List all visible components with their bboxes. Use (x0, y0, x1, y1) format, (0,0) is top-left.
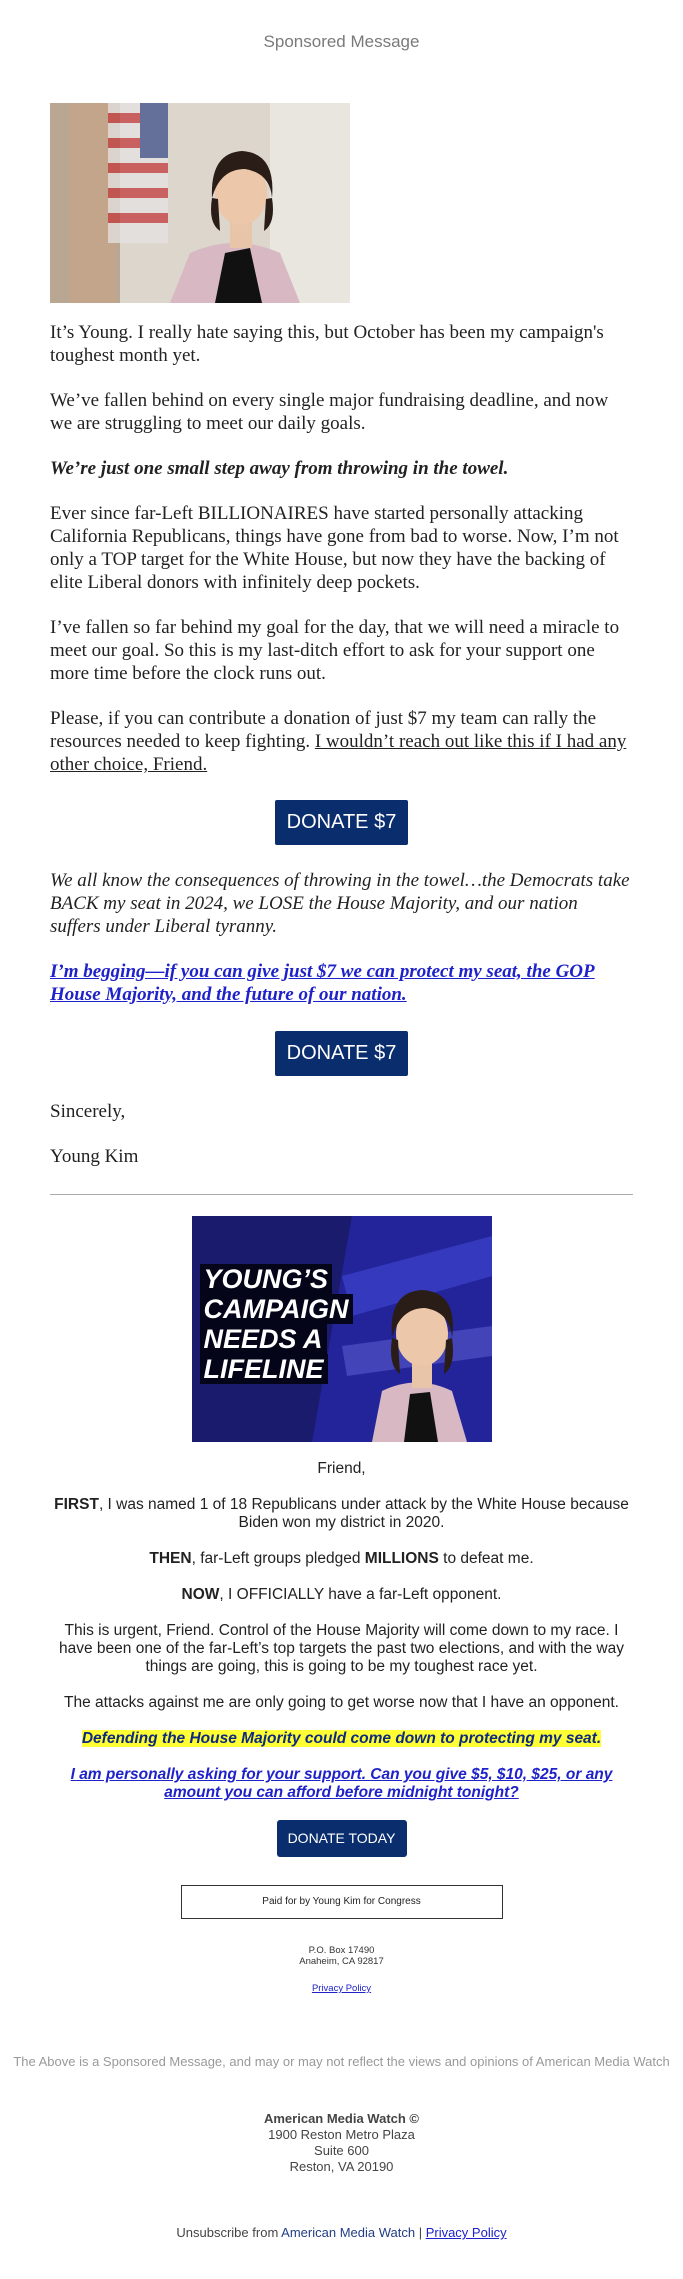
privacy-policy-link-small[interactable]: Privacy Policy (311, 1983, 372, 1994)
unsubscribe-from: from (248, 2225, 282, 2240)
paragraph-first (50, 1496, 633, 1532)
paragraph-consequences: We all know the consequences of throwing in the towel…the Democrats take BACK my seat in 2024, we LOSE the House Majority, and our nation suffers under Liberal tyranny. (50, 870, 630, 937)
support-ask-link[interactable]: I am personally asking for your support. Can you give $5, $10, $25, or any amount you can afford before midnight tonight? (70, 1766, 613, 1801)
lifeline-headline-line-3: NEEDS A (200, 1324, 327, 1354)
paragraph-billionaires: Ever since far-Left BILLIONAIRES have started personally attacking California Republicans, things have gone from bad to worse. Now, I’m not only a TOP target for the White House, but now they have the backing of elite Liberal donors with infinitely deep pockets. (50, 503, 619, 593)
footer-org: American Media Watch © (263, 2111, 420, 2126)
lifeline-banner (192, 1216, 492, 1442)
paid-for-box: Paid for by Young Kim for Congress (181, 1885, 503, 1919)
paragraph-behind: We’ve fallen behind on every single major fundraising deadline, and now we are struggling to meet our daily goals. (50, 390, 609, 434)
section-divider (50, 1194, 633, 1195)
paragraph-now (50, 1586, 633, 1604)
begging-link[interactable]: I’m begging—if you can give just $7 we can protect my seat, the GOP House Majority, and the future of our nation. (50, 961, 595, 1005)
donate-7-button-1[interactable]: DONATE $7 (275, 800, 408, 845)
then-text-a: , far-Left groups pledged (191, 1550, 365, 1567)
paragraph-last-ditch: I’ve fallen so far behind my goal for the day, that we will need a miracle to meet our goal. So this is my last-ditch effort to ask for your support one more time before the clock runs out. (50, 617, 620, 684)
org-link[interactable]: American Media Watch (281, 2225, 416, 2240)
footer-address-2: Suite 600 (314, 2143, 369, 2158)
paragraph-ask (50, 1766, 633, 1802)
lifeline-headline-line-1: YOUNG’S (200, 1264, 333, 1294)
candidate-photo (50, 103, 350, 303)
signature: Young Kim (50, 1146, 139, 1167)
paragraph-intro: It’s Young. I really hate saying this, but October has been my campaign's toughest month yet. (50, 322, 604, 366)
paragraph-towel: We’re just one small step away from throwing in the towel. (50, 458, 509, 479)
now-lead: NOW (181, 1586, 220, 1603)
first-lead: FIRST (54, 1496, 99, 1513)
first-text: , I was named 1 of 18 Republicans under attack by the White House because Biden won my district in 2020. (98, 1496, 629, 1531)
sponsored-label: Sponsored Message (263, 32, 420, 51)
paragraph-donate-ask (50, 707, 633, 776)
paragraph-then (50, 1550, 633, 1568)
then-lead: THEN (149, 1550, 192, 1567)
footer-separator: | (415, 2225, 426, 2240)
footer-address-3: Reston, VA 20190 (289, 2159, 394, 2174)
unsubscribe-link[interactable]: Unsubscribe (176, 2225, 249, 2240)
po-box: P.O. Box 17490 (308, 1945, 375, 1956)
privacy-policy-link[interactable]: Privacy Policy (425, 2225, 507, 2240)
paragraph-highlight (50, 1730, 633, 1748)
highlight-text: Defending the House Majority could come down to protecting my seat. (81, 1730, 602, 1747)
letter-body (50, 103, 633, 1994)
footer-address-1: 1900 Reston Metro Plaza (268, 2127, 415, 2142)
lifeline-headline-line-4: LIFELINE (200, 1354, 328, 1384)
city-zip: Anaheim, CA 92817 (299, 1956, 384, 1967)
paragraph-attacks: The attacks against me are only going to get worse now that I have an opponent. (64, 1694, 619, 1711)
sponsored-disclaimer: The Above is a Sponsored Message, and may or may not reflect the views and opinions of American Media Watch (13, 2054, 670, 2069)
donate-7-button-2[interactable]: DONATE $7 (275, 1031, 408, 1076)
privacy-link-small-wrap (50, 1983, 633, 1994)
sign-off: Sincerely, (50, 1101, 126, 1122)
donate-today-button[interactable]: DONATE TODAY (277, 1820, 407, 1857)
lifeline-headline (200, 1264, 390, 1384)
donate-ask-text: Please, if you can contribute a donation of just $7 my team can rally the resources needed to keep fighting. (50, 708, 597, 752)
lifeline-headline-line-2: CAMPAIGN (200, 1294, 353, 1324)
donate-ask-underlined: I wouldn’t reach out like this if I had any other choice, Friend. (50, 731, 627, 775)
then-text-b: to defeat me. (438, 1550, 534, 1567)
unsubscribe-line (0, 2225, 683, 2240)
then-bold: MILLIONS (364, 1550, 439, 1567)
paragraph-urgent: This is urgent, Friend. Control of the House Majority will come down to my race. I have been one of the far-Left’s top targets the past two elections, and with the way things are going, this is going to be my toughest race yet. (59, 1622, 624, 1675)
now-text: , I OFFICIALLY have a far-Left opponent. (219, 1586, 502, 1603)
candidate-photo-illustration (50, 103, 350, 303)
greeting: Friend, (317, 1460, 366, 1477)
